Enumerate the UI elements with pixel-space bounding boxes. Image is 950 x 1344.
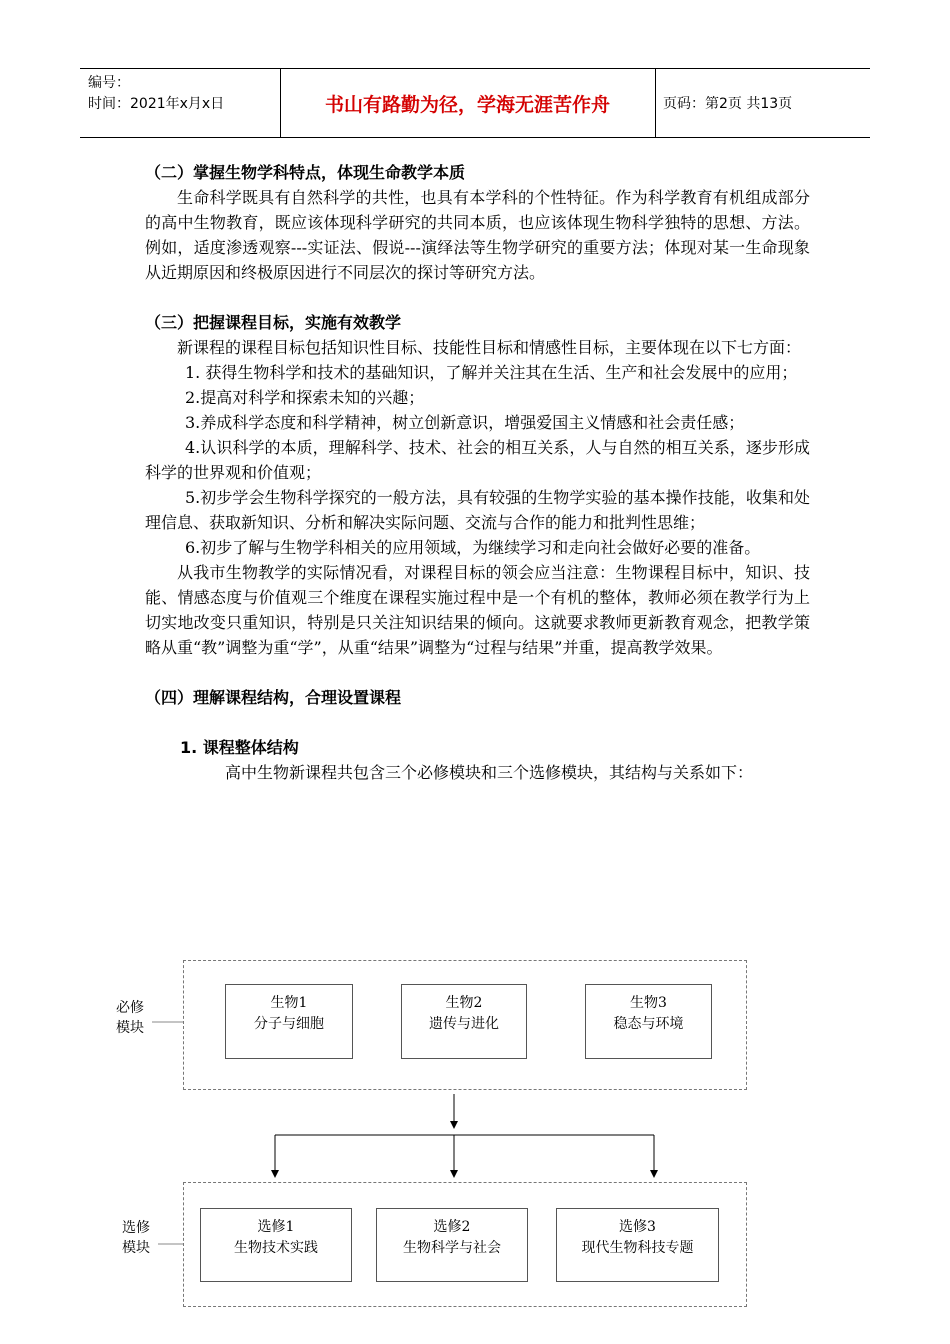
page-info: 页码：第2页 共13页 bbox=[663, 96, 793, 112]
subsection-heading: 1. 课程整体结构 bbox=[180, 738, 299, 757]
header-motto: 书山有路勤为径，学海无涯苦作舟 bbox=[324, 93, 610, 116]
module-subtitle: 现代生物科技专题 bbox=[581, 1240, 694, 1256]
list-item: 4.认识科学的本质，理解科学、技术、社会的相互关系，人与自然的相互关系，逐步形成科学的世界观和价值观； bbox=[145, 438, 810, 482]
required-group bbox=[183, 960, 747, 1090]
document-body bbox=[145, 160, 810, 785]
module-title: 生物3 bbox=[630, 995, 667, 1011]
section-heading: （二）掌握生物学科特点，体现生命教学本质 bbox=[145, 163, 466, 182]
doc-date-label: 时间：2021年x月x日 bbox=[88, 96, 225, 112]
section-heading: （四）理解课程结构，合理设置课程 bbox=[145, 688, 402, 707]
module-box bbox=[401, 984, 527, 1059]
module-subtitle: 分子与细胞 bbox=[254, 1016, 324, 1032]
module-box bbox=[225, 984, 353, 1059]
paragraph: 生命科学既具有自然科学的共性，也具有本学科的个性特征。作为科学教育有机组成部分的高中生物教育，既应该体现科学研究的共同本质，也应该体现生物科学独特的思想、方法。例如，适度渗透观察---实证法、假说---演绎法等生物学研究的重要方法；体现对某一生命现象从近期原因和终极原因进行不同层次的探讨等研究方法。 bbox=[145, 188, 810, 282]
header-meta bbox=[88, 73, 224, 115]
section-heading: （三）把握课程目标，实施有效教学 bbox=[145, 313, 402, 332]
list-item: 6.初步了解与生物学科相关的应用领域，为继续学习和走向社会做好必要的准备。 bbox=[185, 538, 761, 557]
module-subtitle: 遗传与进化 bbox=[429, 1016, 499, 1032]
module-title: 选修1 bbox=[257, 1219, 295, 1235]
module-box bbox=[556, 1208, 719, 1282]
list-item: 2.提高对科学和探索未知的兴趣； bbox=[185, 388, 425, 407]
required-label: 必修 模块 bbox=[116, 1000, 144, 1036]
module-subtitle: 稳态与环境 bbox=[613, 1016, 684, 1032]
paragraph: 高中生物新课程共包含三个必修模块和三个选修模块，其结构与关系如下： bbox=[225, 763, 754, 782]
elective-label: 选修 模块 bbox=[122, 1220, 150, 1256]
module-subtitle: 生物技术实践 bbox=[234, 1240, 318, 1256]
page-header bbox=[80, 68, 870, 138]
module-title: 生物2 bbox=[445, 995, 483, 1011]
list-item: 5.初步学会生物科学探究的一般方法，具有较强的生物学实验的基本操作技能，收集和处理信息、获取新知识、分析和解决实际问题、交流与合作的能力和批判性思维； bbox=[145, 488, 810, 532]
doc-number-label: 编号： bbox=[88, 75, 130, 91]
module-box bbox=[200, 1208, 352, 1282]
module-title: 生物1 bbox=[270, 995, 308, 1011]
module-subtitle: 生物科学与社会 bbox=[403, 1240, 501, 1256]
list-item: 1. 获得生物科学和技术的基础知识，了解并关注其在生活、生产和社会发展中的应用； bbox=[185, 363, 798, 382]
elective-group bbox=[183, 1182, 747, 1307]
module-title: 选修3 bbox=[619, 1219, 656, 1235]
header-divider bbox=[655, 69, 656, 137]
list-item: 3.养成科学态度和科学精神，树立创新意识，增强爱国主义情感和社会责任感； bbox=[185, 413, 745, 432]
paragraph: 从我市生物教学的实际情况看，对课程目标的领会应当注意：生物课程目标中，知识、技能、情感态度与价值观三个维度在课程实施过程中是一个有机的整体，教师必须在教学行为上切实地改变只重知识，特别是只关注知识结果的倾向。这就要求教师更新教育观念，把教学策略从重“教”调整为重“学”，从重“结果”调整为“过程与结果”并重，提高教学效果。 bbox=[145, 563, 810, 657]
module-box bbox=[585, 984, 712, 1059]
module-title: 选修2 bbox=[433, 1219, 471, 1235]
paragraph: 新课程的课程目标包括知识性目标、技能性目标和情感性目标，主要体现在以下七方面： bbox=[177, 338, 802, 357]
module-box bbox=[376, 1208, 528, 1282]
